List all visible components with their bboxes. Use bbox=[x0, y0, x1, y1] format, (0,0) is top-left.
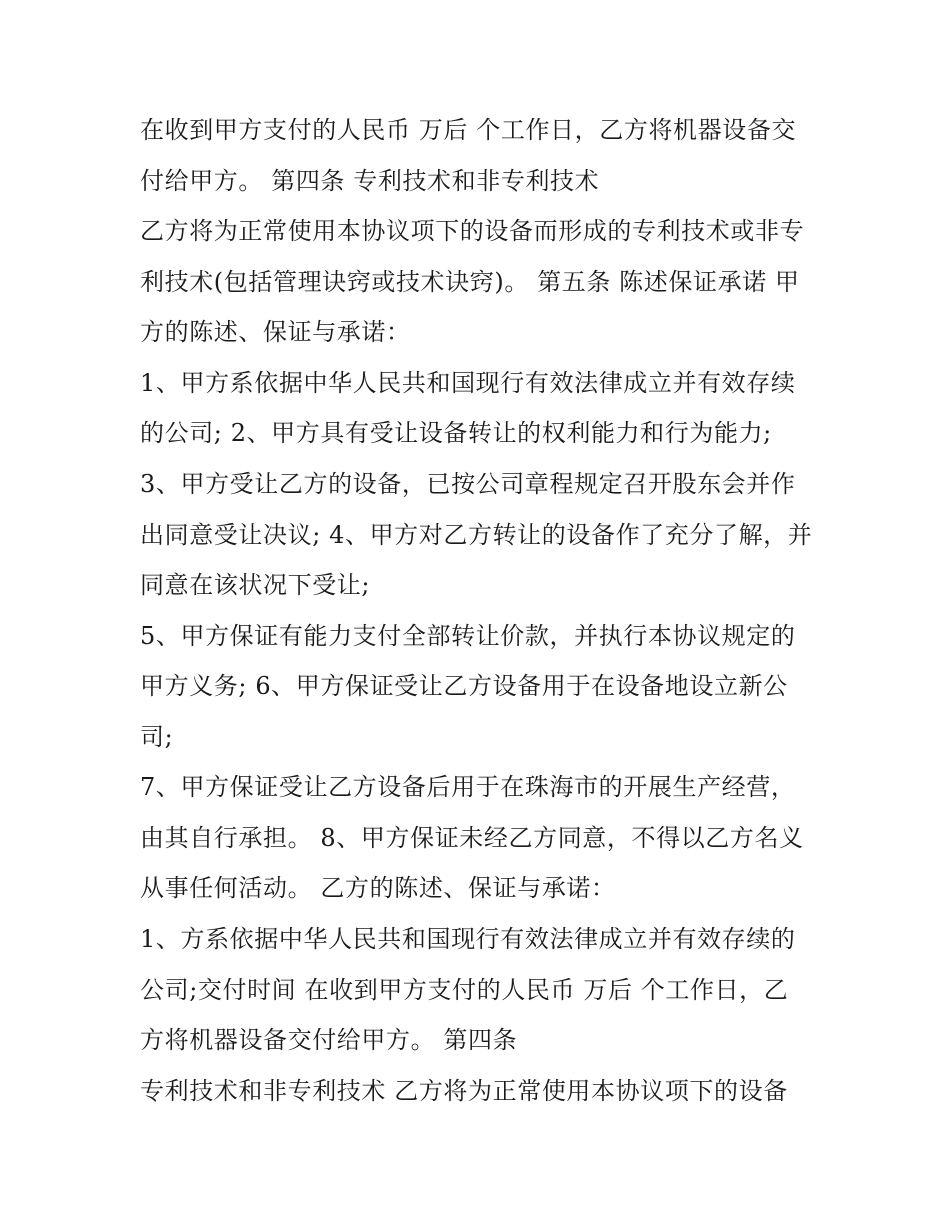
text-line: 的公司; 2、甲方具有受让设备转让的权利能力和行为能力; bbox=[140, 419, 772, 447]
text-line: 1、方系依据中华人民共和国现行有效法律成立并有效存续的 bbox=[140, 925, 796, 953]
text-line: 5、甲方保证有能力支付全部转让价款，并执行本协议规定的 bbox=[140, 622, 796, 650]
text-line: 在收到甲方支付的人民币 万后 个工作日，乙方将机器设备交 bbox=[140, 116, 797, 144]
text-line: 从事任何活动。 乙方的陈述、保证与承诺： bbox=[140, 874, 616, 902]
text-line: 利技术(包括管理诀窍或技术诀窍)。 第五条 陈述保证承诺 甲 bbox=[140, 268, 800, 296]
text-line: 付给甲方。 第四条 专利技术和非专利技术 bbox=[140, 167, 600, 195]
text-line: 方的陈述、保证与承诺： bbox=[140, 318, 411, 346]
text-line: 由其自行承担。 8、甲方保证未经乙方同意，不得以乙方名义 bbox=[140, 824, 804, 852]
text-line: 甲方义务; 6、甲方保证受让乙方设备用于在设备地设立新公 bbox=[140, 672, 788, 700]
text-line: 7、甲方保证受让乙方设备后用于在珠海市的开展生产经营， bbox=[140, 773, 796, 801]
text-line: 专利技术和非专利技术 乙方将为正常使用本协议项下的设备 bbox=[140, 1077, 788, 1105]
text-line: 3、甲方受让乙方的设备，已按公司章程规定召开股东会并作 bbox=[140, 470, 796, 498]
text-line: 乙方将为正常使用本协议项下的设备而形成的专利技术或非专 bbox=[140, 217, 805, 245]
text-line: 司; bbox=[140, 723, 174, 751]
text-line: 方将机器设备交付给甲方。 第四条 bbox=[140, 1026, 518, 1054]
text-line: 1、甲方系依据中华人民共和国现行有效法律成立并有效存续 bbox=[140, 369, 796, 397]
text-line: 同意在该状况下受让; bbox=[140, 571, 371, 599]
text-line: 公司;交付时间 在收到甲方支付的人民币 万后 个工作日，乙 bbox=[140, 976, 789, 1004]
text-line: 出同意受让决议; 4、甲方对乙方转让的设备作了充分了解，并 bbox=[140, 521, 813, 549]
